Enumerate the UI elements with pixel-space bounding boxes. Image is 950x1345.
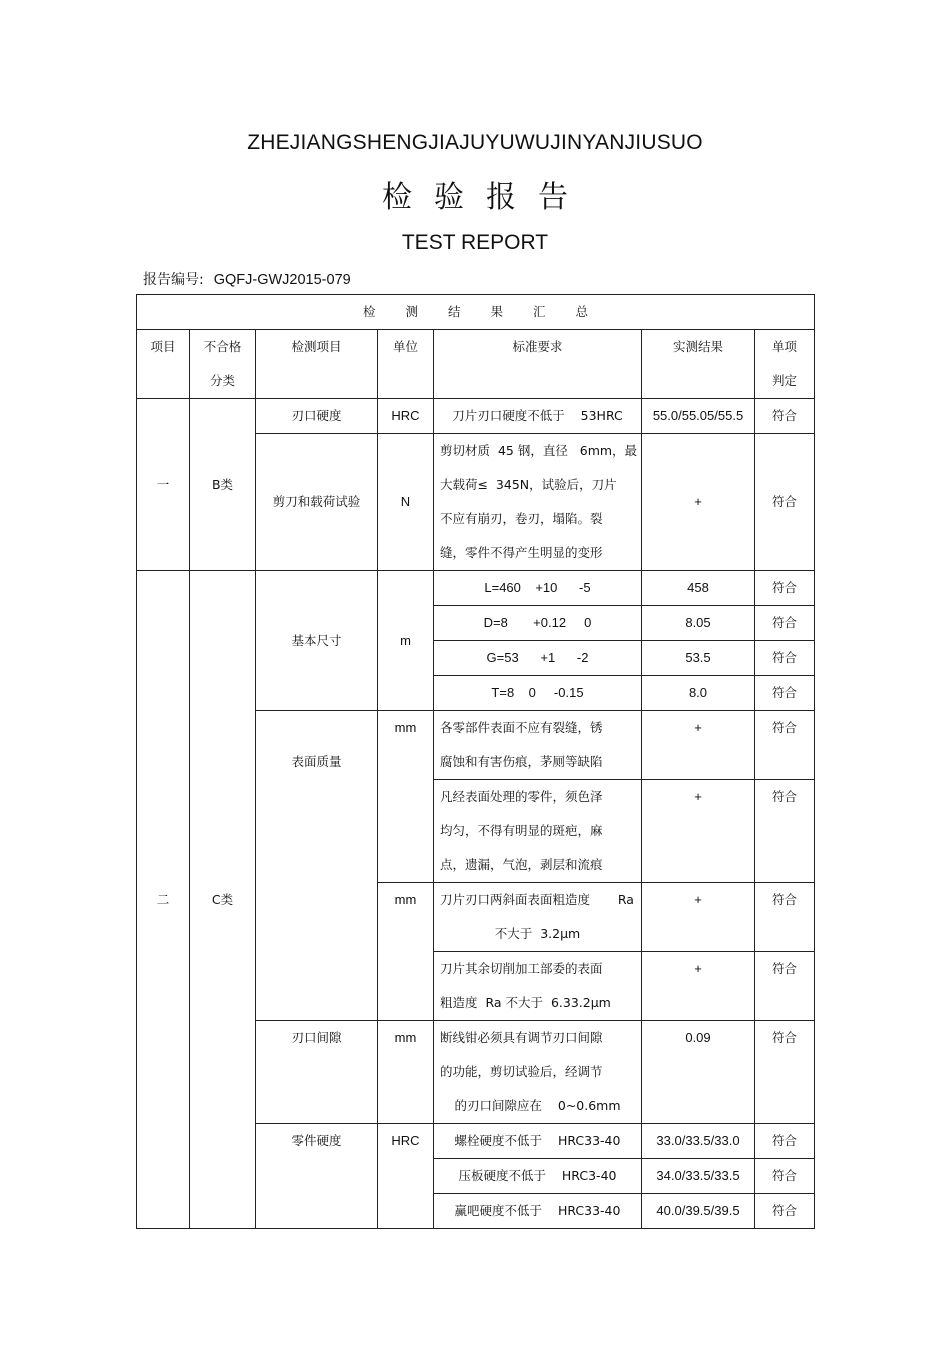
col-result: 实测结果 <box>642 330 755 399</box>
group-item-1: 一 <box>137 399 190 571</box>
unit: mm <box>378 1021 434 1124</box>
requirement: 断线钳必须具有调节刃口间隙 的功能，剪切试验后，经调节 的刃口间隙应在 0~0.6mm <box>434 1021 642 1124</box>
requirement: 剪切材质 45 钢，直径 6mm，最 大载荷≤ 345N，试验后，刀片 不应有崩刃，卷刃，塌陷。裂 缝，零件不得产生明显的变形 <box>434 434 642 571</box>
requirement: D=8 +0.12 0 <box>434 606 642 641</box>
test-results-table <box>136 294 815 1229</box>
judge: 符合 <box>755 676 815 711</box>
judge: 符合 <box>755 780 815 883</box>
judge: 符合 <box>755 883 815 952</box>
unit: N <box>378 434 434 571</box>
unit: HRC <box>378 1124 434 1229</box>
summary-header: 检测结果汇总 <box>137 295 815 330</box>
result: 53.5 <box>642 641 755 676</box>
col-test-item: 检测项目 <box>256 330 378 399</box>
judge: 符合 <box>755 711 815 780</box>
unit: m <box>378 571 434 711</box>
result: + <box>642 780 755 883</box>
report-title-en: TEST REPORT <box>401 231 549 254</box>
result: 55.0/55.05/55.5 <box>642 399 755 434</box>
test-item: 表面质量 <box>256 711 378 1021</box>
test-item: 零件硬度 <box>256 1124 378 1229</box>
column-header-row <box>137 330 815 399</box>
requirement: 刀片其余切削加工部委的表面 粗造度 Ra 不大于 6.33.2μm <box>434 952 642 1021</box>
result: 40.0/39.5/39.5 <box>642 1194 755 1229</box>
col-item: 项目 <box>137 330 190 399</box>
judge: 符合 <box>755 1159 815 1194</box>
requirement: 压板硬度不低于 HRC3-40 <box>434 1159 642 1194</box>
col-category: 不合格 分类 <box>190 330 256 399</box>
requirement: 赢吧硬度不低于 HRC33-40 <box>434 1194 642 1229</box>
summary-header-row <box>137 295 815 330</box>
result: + <box>642 883 755 952</box>
judge: 符合 <box>755 1021 815 1124</box>
test-item: 基本尺寸 <box>256 571 378 711</box>
test-item: 剪刀和载荷试验 <box>256 434 378 571</box>
result: + <box>642 711 755 780</box>
judge: 符合 <box>755 1194 815 1229</box>
judge: 符合 <box>755 434 815 571</box>
result: + <box>642 434 755 571</box>
group-category-2: C类 <box>190 571 256 1229</box>
result: 458 <box>642 571 755 606</box>
col-unit: 单位 <box>378 330 434 399</box>
requirement: 螺栓硬度不低于 HRC33-40 <box>434 1124 642 1159</box>
test-item: 刃口硬度 <box>256 399 378 434</box>
judge: 符合 <box>755 952 815 1021</box>
judge: 符合 <box>755 641 815 676</box>
requirement: 各零部件表面不应有裂缝，锈 腐蚀和有害伤痕，茅厕等缺陷 <box>434 711 642 780</box>
result: 8.05 <box>642 606 755 641</box>
institute-name: ZHEJIANGSHENGJIAJUYUWUJINYANJIUSUO <box>247 131 703 154</box>
unit: mm <box>378 883 434 1021</box>
unit: mm <box>378 711 434 883</box>
unit: HRC <box>378 399 434 434</box>
group-item-2: 二 <box>137 571 190 1229</box>
requirement: T=8 0 -0.15 <box>434 676 642 711</box>
report-title-cn: 检验报告 <box>382 180 590 215</box>
test-item: 刃口间隙 <box>256 1021 378 1124</box>
result: 0.09 <box>642 1021 755 1124</box>
requirement: 刀片刃口两斜面表面粗造度 Ra 不大于 3.2μm <box>434 883 642 952</box>
report-number <box>143 269 351 289</box>
result: + <box>642 952 755 1021</box>
judge: 符合 <box>755 399 815 434</box>
result: 34.0/33.5/33.5 <box>642 1159 755 1194</box>
requirement: 凡经表面处理的零件，须色泽 均匀，不得有明显的斑疤，麻 点，遗漏，气泡，剥层和流痕 <box>434 780 642 883</box>
requirement: G=53 +1 -2 <box>434 641 642 676</box>
requirement: 刀片刃口硬度不低于 53HRC <box>434 399 642 434</box>
result: 33.0/33.5/33.0 <box>642 1124 755 1159</box>
group-category-1: B类 <box>190 399 256 571</box>
judge: 符合 <box>755 571 815 606</box>
judge: 符合 <box>755 1124 815 1159</box>
col-judge: 单项 判定 <box>755 330 815 399</box>
requirement: L=460 +10 -5 <box>434 571 642 606</box>
table-row <box>137 571 815 606</box>
result: 8.0 <box>642 676 755 711</box>
judge: 符合 <box>755 606 815 641</box>
report-number-label: 报告编号: <box>143 272 204 288</box>
table-row <box>137 399 815 434</box>
col-requirement: 标准要求 <box>434 330 642 399</box>
report-number-value: GQFJ-GWJ2015-079 <box>213 272 351 288</box>
